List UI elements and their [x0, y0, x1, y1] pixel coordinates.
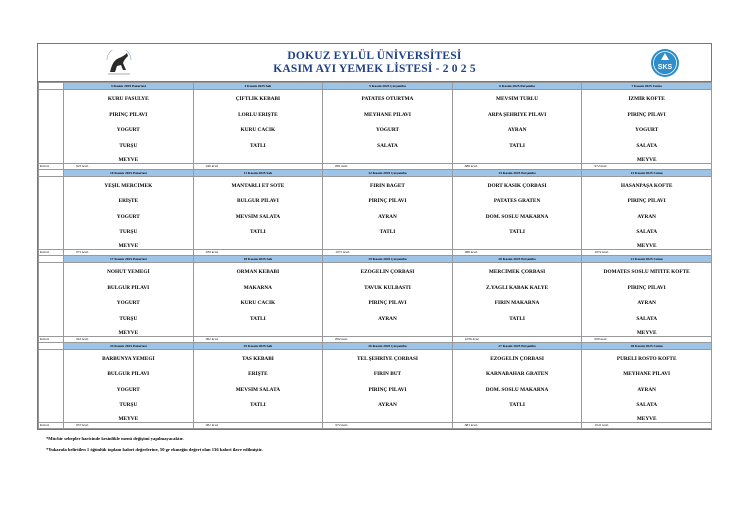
calorie-value: 971 kcal. [64, 250, 194, 256]
menu-item: MEYVE [118, 156, 139, 163]
menu-item: FIRIN BUT [373, 371, 402, 377]
calorie-value: 974 kcal. [323, 423, 453, 429]
menu-item: TAVUK KÜLBASTI [364, 284, 411, 291]
menu-item: MEYVE [636, 243, 657, 249]
calorie-value: 1041 kcal. [582, 423, 712, 429]
day-date-header: 25 Kasım 2025 Salı [193, 342, 323, 349]
day-menu-cell [193, 176, 323, 250]
day-menu-cell [193, 349, 323, 423]
menu-item: ORMAN KEBABI [236, 269, 280, 275]
menu-item: SALATA [377, 142, 398, 149]
menu-item: MEYVE [118, 329, 139, 336]
menu-item [323, 157, 452, 163]
menu-table [38, 82, 712, 429]
day-date-header: 27 Kasım 2025 Perşembe [452, 342, 582, 349]
menu-item: AYRAN [378, 315, 397, 322]
footnote-2: *Yukarıda belirtilen 1 öğünlük toplam kalori değerlerine, 50 gr ekmeğin değeri olan 136 kalori ilave edilmiştir. [46, 447, 263, 452]
calorie-row-label: Kalori [39, 250, 64, 256]
menu-item: AYRAN [637, 386, 656, 393]
menu-item: LORLU ERİŞTE [238, 111, 278, 118]
menu-item [323, 330, 452, 336]
menu-item: MEYHANE PİLAVI [623, 371, 671, 377]
menu-item: FIRIN MAKARNA [494, 300, 540, 306]
day-date-header: 19 Kasım 2025 Çarşamba [323, 256, 453, 263]
side-cell [39, 169, 64, 176]
menu-item: MAKARNA [243, 284, 273, 291]
menu-item: TATLI [250, 229, 266, 235]
day-menu-cell [452, 263, 582, 337]
calorie-row-label: Kalori [39, 336, 64, 342]
day-menu-cell [64, 263, 194, 337]
menu-item: HASANPAŞA KÖFTE [620, 182, 673, 189]
menu-item: PİRİNÇ PİLAVI [627, 111, 666, 118]
menu-sheet [37, 43, 712, 430]
menu-items-row [39, 90, 712, 164]
calorie-value: 894 kcal. [323, 336, 453, 342]
menu-item: YOĞURT [116, 127, 140, 133]
menu-item: BULGUR PİLAVI [107, 371, 150, 377]
menu-item: SALATA [636, 315, 658, 322]
menu-item: AYRAN [507, 127, 527, 133]
calorie-value: 981 kcal. [193, 423, 323, 429]
menu-item: PÜRELİ ROSTO KÖFTE [616, 355, 677, 362]
day-menu-cell [582, 90, 712, 164]
day-menu-cell [64, 176, 194, 250]
day-menu-cell [582, 349, 712, 423]
menu-item [453, 157, 582, 163]
day-date-header: 13 Kasım 2025 Perşembe [452, 169, 582, 176]
day-date-header: 5 Kasım 2025 Çarşamba [323, 83, 453, 90]
day-menu-cell [452, 176, 582, 250]
menu-item [194, 416, 323, 422]
calorie-value: 939 kcal. [193, 250, 323, 256]
menu-item: PİRİNÇ PİLAVI [627, 198, 666, 204]
day-date-header: 7 Kasım 2025 Cuma [582, 83, 712, 90]
menu-item: MEYVE [636, 156, 657, 163]
menu-item: MEVSİM SALATA [235, 213, 281, 220]
menu-item [453, 243, 582, 249]
menu-item: DOMATES SOSLU MİTİTE KÖFTE [603, 269, 690, 275]
day-menu-cell [323, 263, 453, 337]
menu-item: TATLI [509, 402, 525, 408]
day-date-header: 3 Kasım 2025 Pazartesi [64, 83, 194, 90]
menu-item: MEYHANE PİLAVI [364, 111, 411, 118]
menu-item: PİRİNÇ PİLAVI [627, 284, 666, 291]
menu-item: PİRİNÇ PİLAVI [109, 111, 148, 118]
menu-item: TURŞU [119, 229, 138, 235]
menu-item: TATLI [250, 142, 266, 149]
menu-item: ÇİFTLİK KEBABI [235, 96, 281, 102]
day-menu-cell [323, 349, 453, 423]
calorie-row-label: Kalori [39, 163, 64, 169]
calorie-value: 916 kcal. [64, 336, 194, 342]
day-menu-cell [452, 90, 582, 164]
day-date-header: 18 Kasım 2025 Salı [193, 256, 323, 263]
menu-item: YOĞURT [375, 127, 400, 133]
menu-item: MANTARLI ET SOTE [231, 182, 285, 189]
day-menu-cell [582, 176, 712, 250]
day-menu-cell [193, 90, 323, 164]
day-date-header: 24 Kasım 2025 Pazartesi [64, 342, 194, 349]
menu-item: FIRIN BAGET [370, 182, 405, 189]
menu-item: TATLI [509, 142, 525, 149]
calorie-value: 974 kcal. [582, 163, 712, 169]
side-cell [39, 263, 64, 337]
calorie-value: 986 kcal. [452, 250, 582, 256]
day-date-header: 17 Kasım 2025 Pazartesi [64, 256, 194, 263]
menu-item: TATLI [509, 315, 525, 322]
menu-item: SALATA [636, 229, 658, 235]
calorie-value: 957 kcal. [64, 423, 194, 429]
menu-item: ERİŞTE [118, 198, 139, 204]
menu-item: TATLI [250, 402, 266, 408]
menu-item: YOĞURT [116, 213, 140, 220]
calorie-value: 925 kcal. [64, 163, 194, 169]
menu-item: BULGUR PİLAVI [107, 284, 150, 291]
menu-item: YOĞURT [635, 127, 659, 133]
calorie-value: 1074 kcal. [582, 250, 712, 256]
day-date-header: 4 Kasım 2025 Salı [193, 83, 323, 90]
sheet-title [38, 50, 711, 76]
menu-item: TURŞU [119, 315, 138, 322]
menu-item: TAS KEBABI [241, 355, 274, 362]
side-cell [39, 342, 64, 349]
calorie-value: 1071 kcal. [323, 250, 453, 256]
calorie-value: 999 kcal. [582, 336, 712, 342]
calorie-value: 962 kcal. [193, 336, 323, 342]
list-title: KASIM AYI YEMEK LİSTESİ - 2 0 2 5 [273, 63, 476, 75]
menu-item: YOĞURT [116, 300, 140, 306]
menu-body [39, 83, 712, 429]
menu-item: AYRAN [378, 402, 397, 408]
menu-item: KARNABAHAR GRATEN [486, 371, 549, 377]
menu-item: TATLI [379, 229, 396, 235]
menu-item: MEYVE [118, 243, 139, 249]
menu-item: TURŞU [119, 402, 138, 408]
calorie-row-label: Kalori [39, 423, 64, 429]
menu-item: AYRAN [637, 300, 656, 306]
menu-item: Z.YAĞLI KABAK KALYE [485, 284, 549, 291]
day-date-header: 11 Kasım 2025 Salı [193, 169, 323, 176]
calorie-value: 881 kcal. [452, 423, 582, 429]
calorie-value: 1036 kcal. [452, 336, 582, 342]
menu-item: PATATES OTURTMA [361, 96, 414, 102]
menu-items-row [39, 176, 712, 250]
menu-items-row [39, 349, 712, 423]
menu-item: PİRİNÇ PİLAVI [368, 300, 407, 306]
menu-item: MERCİMEK ÇORBASI [488, 269, 546, 275]
menu-items-row [39, 263, 712, 337]
day-menu-cell [323, 90, 453, 164]
day-date-header: 6 Kasım 2025 Perşembe [452, 83, 582, 90]
menu-item: İZMİR KÖFTE [628, 96, 665, 102]
day-date-header: 26 Kasım 2025 Çarşamba [323, 342, 453, 349]
calorie-value: 886 kcal. [452, 163, 582, 169]
day-menu-cell [323, 176, 453, 250]
footnote-1: *Mücbir sebepler haricinde kesinlikle menü değişimi yapılmayacaktır. [46, 436, 184, 441]
menu-item: BULGUR PİLAVI [236, 198, 279, 204]
menu-item [453, 416, 582, 422]
menu-item: KURU CACIK [240, 300, 276, 306]
sks-badge-text: SKS [657, 64, 673, 71]
menu-item: MEVSİM TÜRLÜ [496, 96, 539, 102]
date-band-row [39, 342, 712, 349]
menu-item: YEŞİL MERCİMEK [104, 182, 153, 189]
menu-item [194, 157, 323, 163]
menu-item: PİRİNÇ PİLAVI [368, 386, 407, 393]
sks-badge-icon [650, 48, 680, 78]
day-menu-cell [452, 349, 582, 423]
side-cell [39, 83, 64, 90]
menu-item: KURU CACIK [240, 127, 276, 133]
menu-item: SALATA [636, 142, 658, 149]
menu-item: AYRAN [378, 213, 397, 220]
menu-item: ERİŞTE [248, 371, 268, 377]
day-menu-cell [582, 263, 712, 337]
menu-item [194, 243, 323, 249]
date-band-row [39, 256, 712, 263]
menu-item: ARPA ŞEHRİYE PİLAVI [487, 111, 547, 118]
menu-item: EZOGELİN ÇORBASI [490, 355, 544, 362]
day-menu-cell [64, 90, 194, 164]
menu-item: MEYVE [636, 329, 657, 336]
day-date-header: 28 Kasım 2025 Cuma [582, 342, 712, 349]
menu-item: KURU FASULYE [107, 96, 149, 102]
menu-item: TATLI [509, 229, 525, 235]
calorie-value: 881 kcal. [323, 163, 453, 169]
menu-item: PİRİNÇ PİLAVI [368, 198, 407, 204]
calorie-row [39, 423, 712, 429]
menu-item: TATLI [250, 315, 266, 322]
menu-item [194, 330, 323, 336]
menu-item: TURŞU [119, 142, 138, 149]
menu-item: MEYVE [636, 416, 657, 422]
menu-item: NOHUT YEMEĞİ [107, 269, 150, 275]
menu-item: YOĞURT [116, 386, 140, 393]
side-cell [39, 176, 64, 250]
day-date-header: 21 Kasım 2025 Cuma [582, 256, 712, 263]
side-cell [39, 90, 64, 164]
footnotes [46, 436, 263, 458]
calorie-value: 946 kcal. [193, 163, 323, 169]
side-cell [39, 256, 64, 263]
menu-item: BARBUNYA YEMEĞİ [102, 355, 155, 362]
day-date-header: 12 Kasım 2025 Çarşamba [323, 169, 453, 176]
menu-item [453, 330, 582, 336]
menu-item: DOM. SOSLU MAKARNA [485, 213, 549, 220]
menu-item: PATATES GRATEN [493, 198, 541, 204]
day-date-header: 20 Kasım 2025 Perşembe [452, 256, 582, 263]
menu-item: MEVSİM SALATA [235, 386, 281, 393]
menu-item: SALATA [636, 402, 658, 408]
sheet-header [38, 44, 711, 82]
date-band-row [39, 83, 712, 90]
menu-item: AYRAN [637, 213, 656, 220]
menu-item [323, 243, 452, 249]
menu-item: DÖRT KASIK ÇORBASI [487, 182, 547, 189]
day-menu-cell [193, 263, 323, 337]
day-date-header: 10 Kasım 2025 Pazartesi [64, 169, 194, 176]
menu-item: MEYVE [118, 416, 139, 422]
date-band-row [39, 169, 712, 176]
day-menu-cell [64, 349, 194, 423]
menu-item: TEL ŞEHRİYE ÇORBASI [357, 355, 418, 362]
menu-item [323, 416, 452, 422]
side-cell [39, 349, 64, 423]
university-name: DOKUZ EYLÜL ÜNİVERSİTESİ [287, 50, 462, 62]
menu-item: DOM. SOSLU MAKARNA [485, 386, 549, 393]
day-date-header: 14 Kasım 2025 Cuma [582, 169, 712, 176]
menu-item: EZOGELİN ÇORBASI [360, 269, 415, 275]
